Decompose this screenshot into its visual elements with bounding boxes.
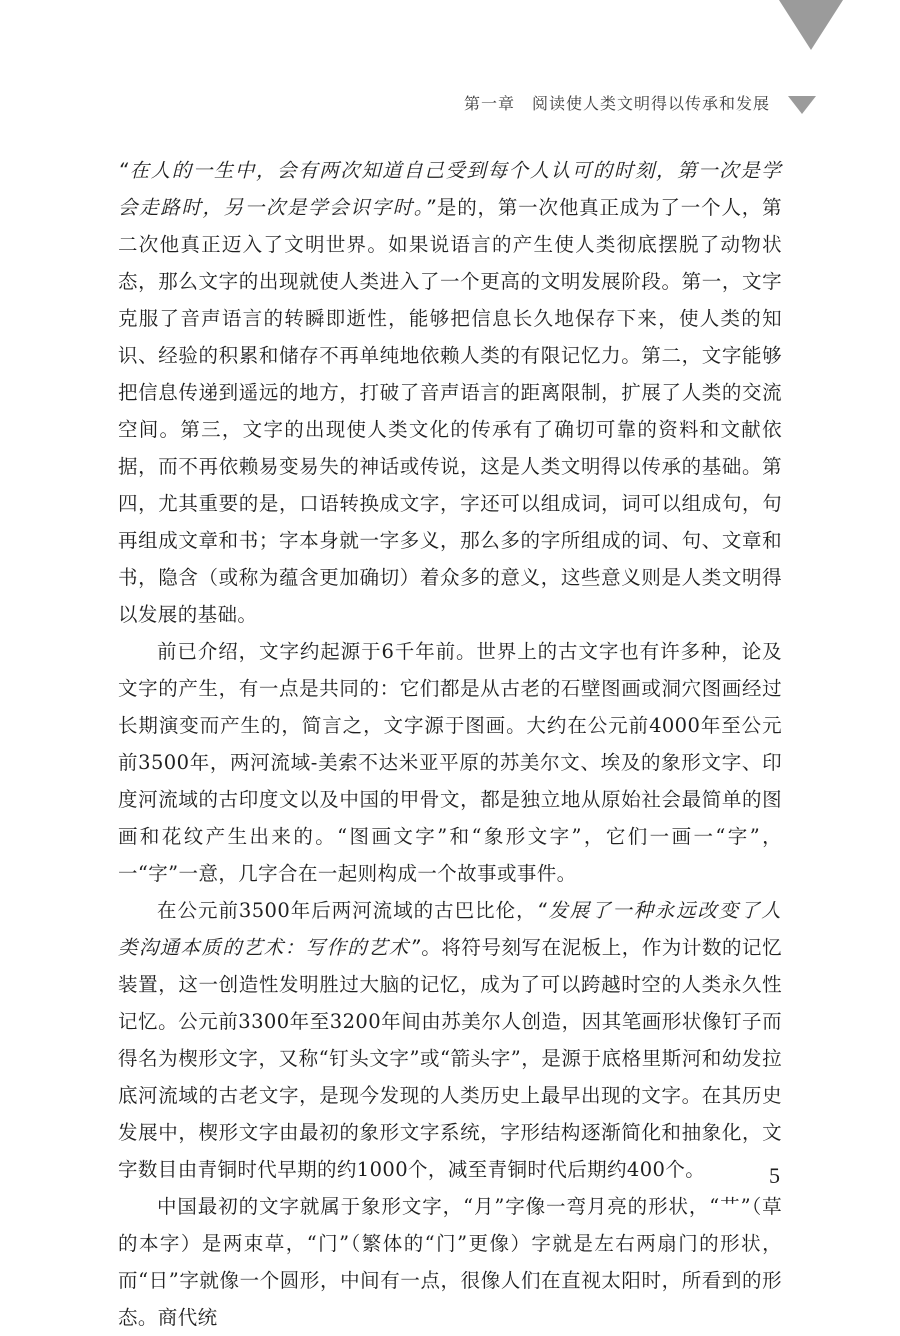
paragraph-3 (118, 892, 782, 1188)
corner-triangle-icon (779, 0, 843, 50)
paragraph-1-quote: “在人的一生中，会有两次知道自己受到每个人认可的时刻，第一次是学会走路时，另一次是学会识字时。” (118, 159, 782, 219)
header-triangle-icon (788, 96, 816, 114)
page-number: 5 (769, 1163, 780, 1188)
paragraph-3-text-before: 在公元前3500年后两河流域的古巴比伦， (157, 899, 537, 922)
paragraph-4-text: 中国最初的文字就属于象形文字，“月”字像一弯月亮的形状，“艹”（草的本字）是两束草，“门”（繁体的“门”更像）字就是左右两扇门的形状，而“日”字就像一个圆形，中间有一点，很像人们在直视太阳时，所看到的形态。商代统 (118, 1195, 782, 1329)
paragraph-2-text: 前已介绍，文字约起源于6千年前。世界上的古文字也有许多种，论及文字的产生，有一点是共同的：它们都是从古老的石壁图画或洞穴图画经过长期演变而产生的，简言之，文字源于图画。大约在公元前4000年至公元前3500年，两河流域-美索不达米亚平原的苏美尔文、埃及的象形文字、印度河流域的古印度文以及中国的甲骨文，都是独立地从原始社会最简单的图画和花纹产生出来的。“图画文字”和“象形文字”，它们一画一“字”，一“字”一意，几字合在一起则构成一个故事或事件。 (118, 640, 782, 885)
running-header: 第一章 阅读使人类文明得以传承和发展 (463, 94, 770, 113)
paragraph-2 (118, 633, 782, 892)
paragraph-1 (118, 152, 782, 633)
body-text (118, 152, 782, 1336)
paragraph-4 (118, 1188, 782, 1336)
paragraph-3-quote: “发展了一种永远改变了人类沟通本质的艺术：写作的艺术” (118, 899, 782, 959)
paragraph-3-text-after: 。将符号刻写在泥板上，作为计数的记忆装置，这一创造性发明胜过大脑的记忆，成为了可以跨越时空的人类永久性记忆。公元前3300年至3200年间由苏美尔人创造，因其笔画形状像钉子而得名为楔形文字，又称“钉头文字”或“箭头字”，是源于底格里斯河和幼发拉底河流域的古老文字，是现今发现的人类历史上最早出现的文字。在其历史发展中，楔形文字由最初的象形文字系统，字形结构逐渐简化和抽象化，文字数目由青铜时代早期的约1000个，减至青铜时代后期约400个。 (118, 936, 782, 1181)
paragraph-1-text: 是的，第一次他真正成为了一个人，第二次他真正迈入了文明世界。如果说语言的产生使人类彻底摆脱了动物状态，那么文字的出现就使人类进入了一个更高的文明发展阶段。第一，文字克服了音声语言的转瞬即逝性，能够把信息长久地保存下来，使人类的知识、经验的积累和储存不再单纯地依赖人类的有限记忆力。第二，文字能够把信息传递到遥远的地方，打破了音声语言的距离限制，扩展了人类的交流空间。第三，文字的出现使人类文化的传承有了确切可靠的资料和文献依据，而不再依赖易变易失的神话或传说，这是人类文明得以传承的基础。第四，尤其重要的是，口语转换成文字，字还可以组成词，词可以组成句，句再组成文章和书；字本身就一字多义，那么多的字所组成的词、句、文章和书，隐含（或称为蕴含更加确切）着众多的意义，这些意义则是人类文明得以发展的基础。 (118, 196, 782, 626)
